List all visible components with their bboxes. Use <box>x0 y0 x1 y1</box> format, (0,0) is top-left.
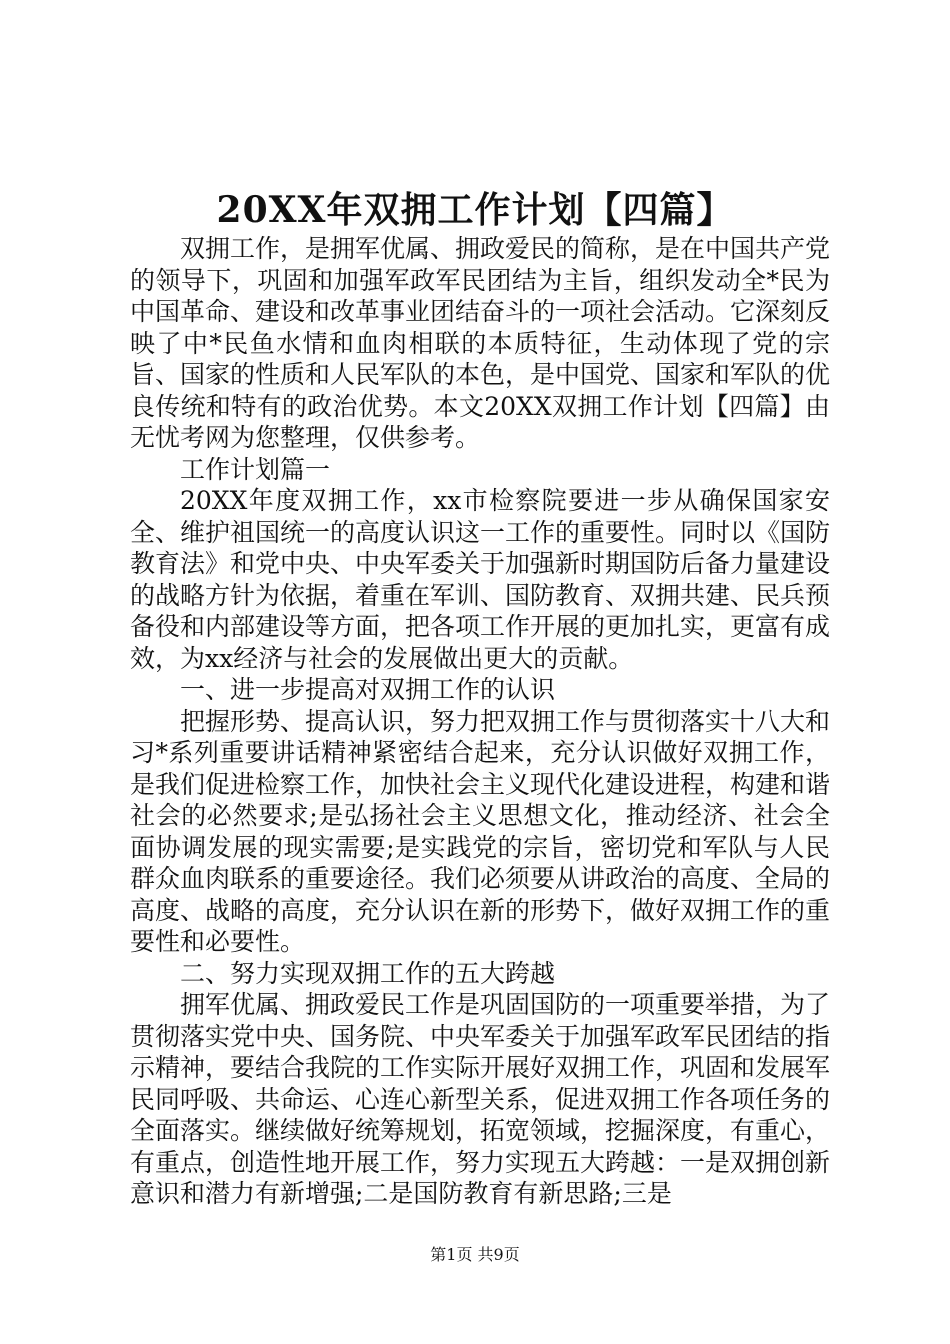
document-title: 20XX年双拥工作计划【四篇】 <box>216 189 734 231</box>
paragraph-plan-one: 20XX年度双拥工作，xx市检察院要进一步从确保国家安全、维护祖国统一的高度认识这一工作的重要性。同时以《国防教育法》和党中央、中央军委关于加强新时期国防后备力量建设的战略方针为依据，着重在军训、国防教育、双拥共建、民兵预备役和内部建设等方面，把各项工作开展的更加扎实，更富有成效，为xx经济与社会的发展做出更大的贡献。 <box>130 486 831 673</box>
section-heading-one: 一、进一步提高对双拥工作的认识 <box>180 675 556 704</box>
section-heading-two: 二、努力实现双拥工作的五大跨越 <box>180 958 556 988</box>
section-heading-plan-one: 工作计划篇一 <box>180 454 331 484</box>
document-body <box>130 233 830 1210</box>
paragraph-intro: 双拥工作，是拥军优属、拥政爱民的简称，是在中国共产党的领导下，巩固和加强军政军民团结为主旨，组织发动全*民为中国革命、建设和改革事业团结奋斗的一项社会活动。它深刻反映了中*民鱼水情和血肉相联的本质特征，生动体现了党的宗旨、国家的性质和人民军队的本色，是中国党、国家和军队的优良传统和特有的政治优势。本文20XX双拥工作计划【四篇】由无忧考网为您整理，仅供参考。 <box>130 234 831 452</box>
paragraph-section-two: 拥军优属、拥政爱民工作是巩固国防的一项重要举措，为了贯彻落实党中央、国务院、中央军委关于加强军政军民团结的指示精神，要结合我院的工作实际开展好双拥工作，巩固和发展军民同呼吸、共命运、心连心新型关系，促进双拥工作各项任务的全面落实。继续做好统筹规划，拓宽领域，挖掘深度，有重心，有重点，创造性地开展工作，努力实现五大跨越：一是双拥创新意识和潜力有新增强;二是国防教育有新思路;三是 <box>130 990 831 1208</box>
page-footer: 第1页 共9页 <box>430 1245 520 1264</box>
paragraph-section-one: 把握形势、提高认识，努力把双拥工作与贯彻落实十八大和习*系列重要讲话精神紧密结合起来，充分认识做好双拥工作，是我们促进检察工作，加快社会主义现代化建设进程，构建和谐社会的必然要求;是弘扬社会主义思想文化，推动经济、社会全面协调发展的现实需要;是实践党的宗旨，密切党和军队与人民群众血肉联系的重要途径。我们必须要从讲政治的高度、全局的高度、战略的高度，充分认识在新的形势下，做好双拥工作的重要性和必要性。 <box>130 706 831 956</box>
